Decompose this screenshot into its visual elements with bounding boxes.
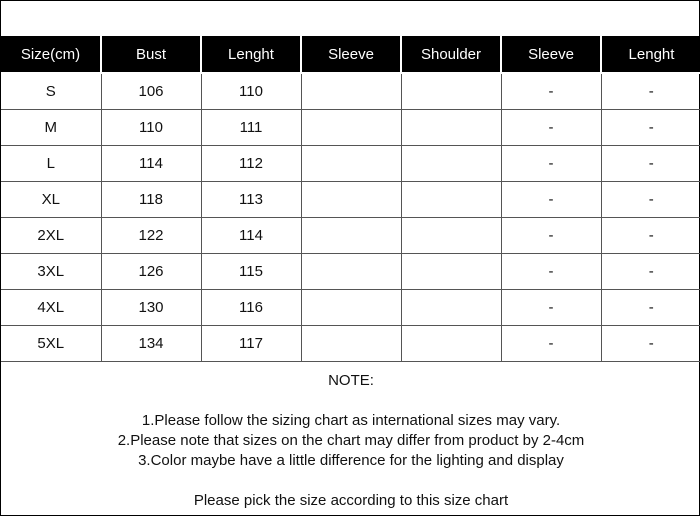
cell-shoulder bbox=[401, 254, 501, 290]
cell-length: 114 bbox=[201, 218, 301, 254]
cell-length-2: - bbox=[601, 182, 700, 218]
header-bust: Bust bbox=[101, 36, 201, 73]
cell-length-2: - bbox=[601, 73, 700, 110]
cell-sleeve bbox=[301, 218, 401, 254]
cell-bust: 122 bbox=[101, 218, 201, 254]
cell-bust: 110 bbox=[101, 110, 201, 146]
size-table bbox=[1, 36, 700, 362]
cell-length-2: - bbox=[601, 254, 700, 290]
cell-bust: 118 bbox=[101, 182, 201, 218]
cell-sleeve bbox=[301, 290, 401, 326]
cell-sleeve-2: - bbox=[501, 326, 601, 362]
cell-sleeve-2: - bbox=[501, 73, 601, 110]
cell-size: 4XL bbox=[1, 290, 101, 326]
cell-sleeve-2: - bbox=[501, 146, 601, 182]
cell-size: 5XL bbox=[1, 326, 101, 362]
cell-bust: 134 bbox=[101, 326, 201, 362]
cell-size: S bbox=[1, 73, 101, 110]
cell-bust: 130 bbox=[101, 290, 201, 326]
cell-size: L bbox=[1, 146, 101, 182]
cell-length: 111 bbox=[201, 110, 301, 146]
header-length-2: Lenght bbox=[601, 36, 700, 73]
table-row bbox=[1, 254, 700, 290]
cell-bust: 126 bbox=[101, 254, 201, 290]
table-row bbox=[1, 73, 700, 110]
note-item: 3.Color maybe have a little difference for the lighting and display bbox=[138, 452, 564, 469]
cell-sleeve-2: - bbox=[501, 290, 601, 326]
cell-sleeve bbox=[301, 146, 401, 182]
cell-sleeve bbox=[301, 182, 401, 218]
table-row bbox=[1, 182, 700, 218]
table-row bbox=[1, 218, 700, 254]
cell-shoulder bbox=[401, 290, 501, 326]
notes-section bbox=[1, 371, 700, 511]
notes-footer: Please pick the size according to this size chart bbox=[193, 492, 509, 509]
header-sleeve-2: Sleeve bbox=[501, 36, 601, 73]
table-row bbox=[1, 146, 700, 182]
cell-shoulder bbox=[401, 326, 501, 362]
cell-length: 112 bbox=[201, 146, 301, 182]
notes-list bbox=[1, 411, 700, 471]
note-item: 2.Please note that sizes on the chart may differ from product by 2-4cm bbox=[117, 432, 585, 449]
cell-length-2: - bbox=[601, 326, 700, 362]
cell-shoulder bbox=[401, 218, 501, 254]
table-row bbox=[1, 326, 700, 362]
cell-length: 115 bbox=[201, 254, 301, 290]
cell-shoulder bbox=[401, 182, 501, 218]
cell-size: M bbox=[1, 110, 101, 146]
cell-length-2: - bbox=[601, 110, 700, 146]
cell-sleeve bbox=[301, 110, 401, 146]
header-length: Lenght bbox=[201, 36, 301, 73]
cell-sleeve bbox=[301, 326, 401, 362]
cell-sleeve-2: - bbox=[501, 218, 601, 254]
cell-length: 110 bbox=[201, 73, 301, 110]
cell-length-2: - bbox=[601, 290, 700, 326]
header-shoulder: Shoulder bbox=[401, 36, 501, 73]
table-header-row bbox=[1, 36, 700, 73]
cell-bust: 114 bbox=[101, 146, 201, 182]
cell-shoulder bbox=[401, 110, 501, 146]
cell-length: 113 bbox=[201, 182, 301, 218]
notes-title: NOTE: bbox=[328, 372, 374, 389]
cell-size: XL bbox=[1, 182, 101, 218]
note-item: 1.Please follow the sizing chart as international sizes may vary. bbox=[141, 412, 561, 429]
header-sleeve: Sleeve bbox=[301, 36, 401, 73]
cell-size: 2XL bbox=[1, 218, 101, 254]
cell-size: 3XL bbox=[1, 254, 101, 290]
cell-bust: 106 bbox=[101, 73, 201, 110]
cell-sleeve-2: - bbox=[501, 110, 601, 146]
cell-length-2: - bbox=[601, 218, 700, 254]
table-row bbox=[1, 290, 700, 326]
cell-shoulder bbox=[401, 73, 501, 110]
cell-sleeve bbox=[301, 254, 401, 290]
cell-length-2: - bbox=[601, 146, 700, 182]
cell-sleeve-2: - bbox=[501, 182, 601, 218]
cell-shoulder bbox=[401, 146, 501, 182]
cell-length: 116 bbox=[201, 290, 301, 326]
cell-length: 117 bbox=[201, 326, 301, 362]
cell-sleeve-2: - bbox=[501, 254, 601, 290]
table-row bbox=[1, 110, 700, 146]
cell-sleeve bbox=[301, 73, 401, 110]
header-size: Size(cm) bbox=[1, 36, 101, 73]
